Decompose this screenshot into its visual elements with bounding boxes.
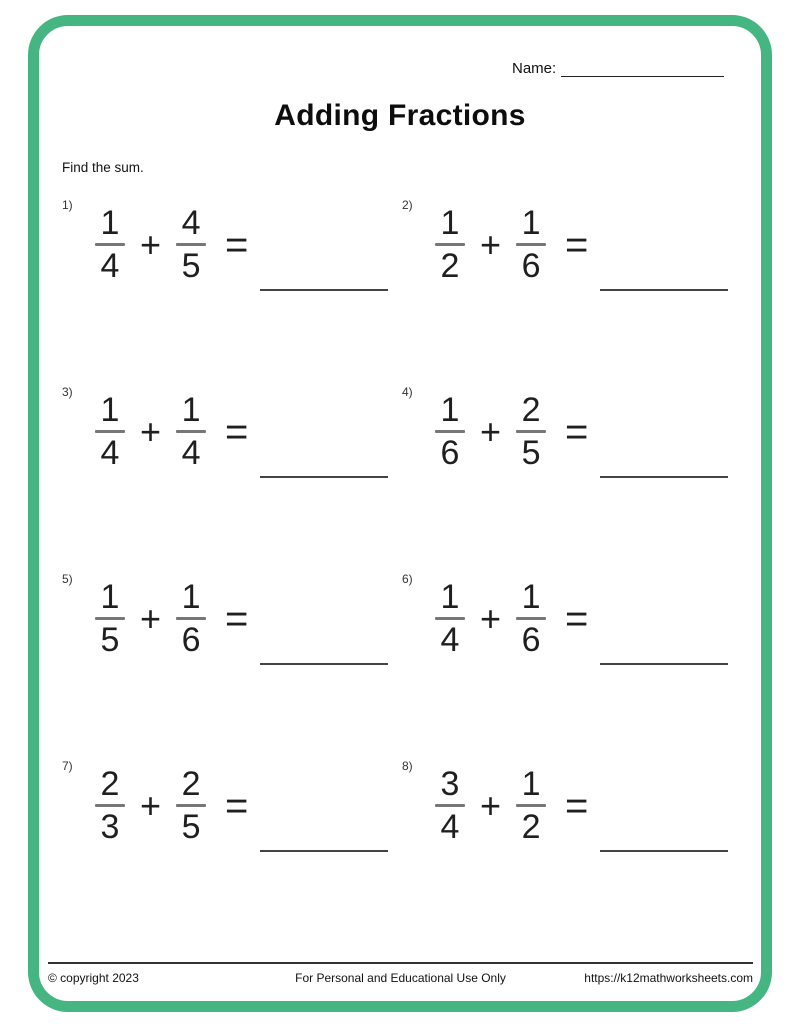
denominator: 2: [521, 808, 541, 846]
problem-2: [402, 197, 738, 384]
equals-sign: =: [225, 596, 249, 641]
fraction-bar: [176, 804, 206, 807]
answer-blank: [600, 663, 728, 665]
equals-sign: =: [225, 409, 249, 454]
equation: [402, 758, 738, 844]
equation: [62, 384, 402, 470]
problem-4: [402, 384, 738, 571]
equals-sign: =: [565, 409, 589, 454]
equals-sign: =: [565, 222, 589, 267]
fraction-b: [171, 767, 211, 844]
equation: [402, 384, 738, 470]
plus-sign: +: [480, 597, 502, 639]
fraction-bar: [176, 617, 206, 620]
numerator: 4: [181, 204, 201, 242]
instruction-text: Find the sum.: [62, 160, 144, 175]
answer-blank: [260, 476, 388, 478]
plus-sign: +: [140, 410, 162, 452]
numerator: 1: [181, 391, 201, 429]
footer: [48, 971, 753, 985]
equals-sign: =: [225, 783, 249, 828]
denominator: 5: [181, 808, 201, 846]
fraction-b: [171, 580, 211, 657]
problem-number: 8): [402, 759, 413, 773]
fraction-b: [511, 580, 551, 657]
answer-blank: [600, 476, 728, 478]
problem-number: 1): [62, 198, 73, 212]
equals-sign: =: [225, 222, 249, 267]
plus-sign: +: [480, 410, 502, 452]
fraction-a: [430, 767, 470, 844]
plus-sign: +: [140, 597, 162, 639]
problem-3: [62, 384, 402, 571]
fraction-b: [511, 393, 551, 470]
numerator: 1: [440, 204, 460, 242]
equation: [62, 758, 402, 844]
equation: [62, 197, 402, 283]
problem-8: [402, 758, 738, 945]
denominator: 6: [440, 434, 460, 472]
denominator: 3: [100, 808, 120, 846]
answer-blank: [600, 850, 728, 852]
name-row: [512, 60, 724, 77]
fraction-bar: [435, 804, 465, 807]
denominator: 5: [181, 247, 201, 285]
footer-divider: [48, 962, 753, 964]
name-blank-line: [561, 61, 724, 77]
fraction-a: [430, 206, 470, 283]
numerator: 2: [100, 765, 120, 803]
numerator: 2: [521, 391, 541, 429]
fraction-bar: [435, 243, 465, 246]
denominator: 4: [440, 808, 460, 846]
denominator: 4: [181, 434, 201, 472]
plus-sign: +: [140, 784, 162, 826]
denominator: 4: [100, 434, 120, 472]
numerator: 1: [181, 578, 201, 616]
fraction-bar: [95, 243, 125, 246]
denominator: 5: [100, 621, 120, 659]
fraction-b: [511, 206, 551, 283]
problem-7: [62, 758, 402, 945]
fraction-a: [90, 767, 130, 844]
answer-blank: [600, 289, 728, 291]
answer-blank: [260, 289, 388, 291]
numerator: 1: [440, 391, 460, 429]
fraction-bar: [176, 243, 206, 246]
problem-number: 6): [402, 572, 413, 586]
fraction-a: [430, 393, 470, 470]
numerator: 1: [100, 578, 120, 616]
equation: [62, 571, 402, 657]
footer-usage-note: For Personal and Educational Use Only: [295, 971, 506, 985]
fraction-bar: [95, 430, 125, 433]
equals-sign: =: [565, 783, 589, 828]
denominator: 6: [521, 621, 541, 659]
denominator: 6: [521, 247, 541, 285]
problem-number: 5): [62, 572, 73, 586]
plus-sign: +: [480, 784, 502, 826]
numerator: 1: [521, 765, 541, 803]
numerator: 3: [440, 765, 460, 803]
numerator: 1: [521, 578, 541, 616]
fraction-b: [511, 767, 551, 844]
fraction-b: [171, 393, 211, 470]
denominator: 5: [521, 434, 541, 472]
fraction-a: [90, 393, 130, 470]
problems-grid: [62, 197, 738, 945]
equation: [402, 571, 738, 657]
worksheet-title: Adding Fractions: [274, 99, 526, 132]
numerator: 1: [100, 204, 120, 242]
fraction-bar: [516, 430, 546, 433]
numerator: 1: [100, 391, 120, 429]
fraction-bar: [435, 617, 465, 620]
fraction-bar: [95, 804, 125, 807]
problem-6: [402, 571, 738, 758]
equation: [402, 197, 738, 283]
numerator: 1: [521, 204, 541, 242]
denominator: 4: [440, 621, 460, 659]
problem-1: [62, 197, 402, 384]
plus-sign: +: [480, 223, 502, 265]
problem-5: [62, 571, 402, 758]
problem-number: 7): [62, 759, 73, 773]
denominator: 4: [100, 247, 120, 285]
denominator: 6: [181, 621, 201, 659]
fraction-bar: [176, 430, 206, 433]
problem-number: 3): [62, 385, 73, 399]
numerator: 1: [440, 578, 460, 616]
plus-sign: +: [140, 223, 162, 265]
fraction-bar: [95, 617, 125, 620]
answer-blank: [260, 663, 388, 665]
footer-copyright: © copyright 2023: [48, 971, 139, 985]
problem-number: 2): [402, 198, 413, 212]
denominator: 2: [440, 247, 460, 285]
answer-blank: [260, 850, 388, 852]
fraction-bar: [435, 430, 465, 433]
fraction-bar: [516, 617, 546, 620]
fraction-bar: [516, 804, 546, 807]
fraction-b: [171, 206, 211, 283]
numerator: 2: [181, 765, 201, 803]
name-label: Name:: [512, 60, 557, 77]
fraction-a: [430, 580, 470, 657]
fraction-a: [90, 580, 130, 657]
fraction-a: [90, 206, 130, 283]
equals-sign: =: [565, 596, 589, 641]
fraction-bar: [516, 243, 546, 246]
footer-url: https://k12mathworksheets.com: [584, 971, 754, 985]
problem-number: 4): [402, 385, 413, 399]
